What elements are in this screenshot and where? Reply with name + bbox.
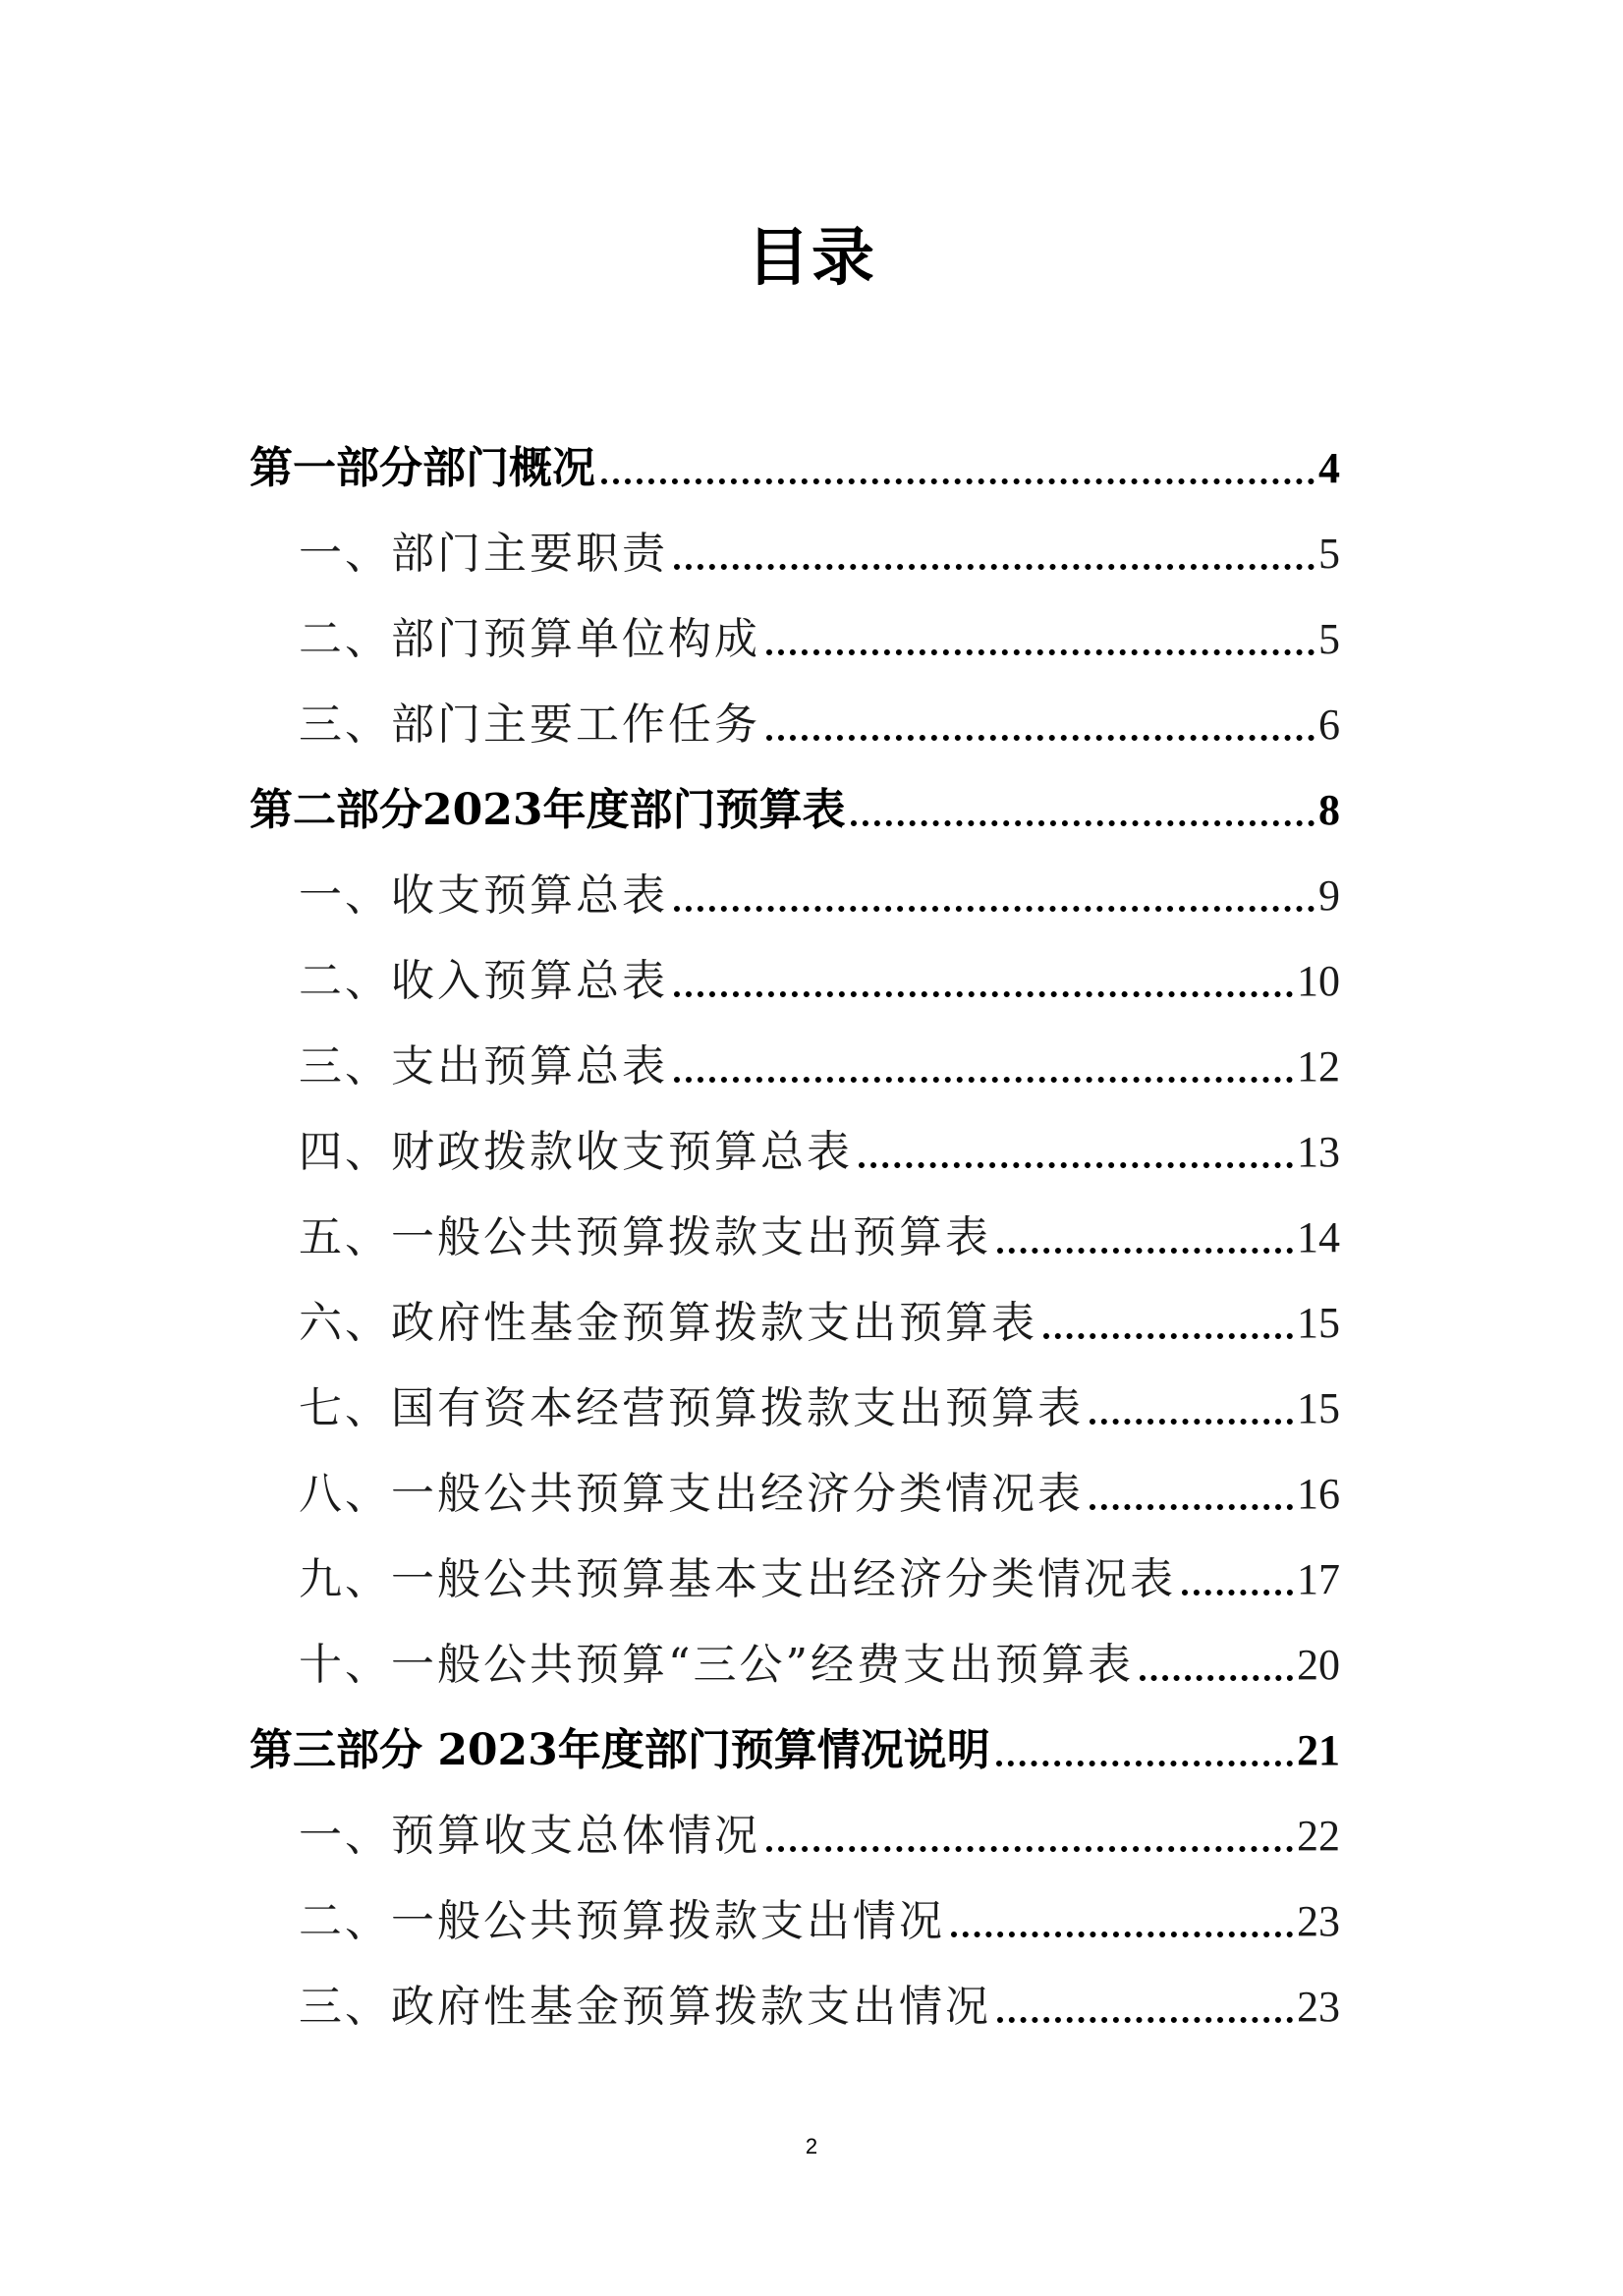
toc-entry-page: 23 — [1297, 1897, 1340, 1945]
toc-dot-leader — [674, 906, 1315, 912]
toc-dot-leader — [997, 1248, 1293, 1254]
toc-subsection-entry[interactable] — [250, 1180, 1340, 1265]
toc-entry-page: 8 — [1318, 786, 1340, 834]
toc-entry-page: 17 — [1297, 1555, 1340, 1603]
toc-entry-label: 九、一般公共预算基本支出经济分类情况表 — [299, 1554, 1176, 1604]
toc-dot-leader — [997, 2017, 1293, 2023]
toc-entry-page: 9 — [1318, 871, 1340, 920]
toc-entry-label: 七、国有资本经营预算拨款支出预算表 — [299, 1383, 1084, 1433]
toc-dot-leader — [766, 649, 1315, 655]
toc-section-entry[interactable] — [250, 411, 1340, 496]
toc-dot-leader — [1140, 1675, 1293, 1681]
toc-dot-leader — [996, 1761, 1293, 1766]
toc-subsection-entry[interactable] — [250, 1522, 1340, 1607]
toc-entry-page: 16 — [1297, 1470, 1340, 1518]
toc-subsection-entry[interactable] — [250, 496, 1340, 582]
toc-entry-page: 21 — [1297, 1726, 1340, 1774]
toc-subsection-entry[interactable] — [250, 1351, 1340, 1436]
toc-entry-label: 三、政府性基金预算拨款支出情况 — [299, 1982, 991, 2032]
toc-entry-label: 二、部门预算单位构成 — [299, 614, 760, 664]
toc-entry-page: 10 — [1297, 957, 1340, 1005]
toc-entry-page: 4 — [1318, 444, 1340, 492]
toc-dot-leader — [851, 820, 1315, 826]
toc-dot-leader — [766, 1846, 1293, 1852]
toc-entry-page: 13 — [1297, 1128, 1340, 1176]
toc-dot-leader — [859, 1162, 1293, 1168]
toc-entry-page: 6 — [1318, 700, 1340, 749]
toc-entry-label: 第三部分 2023年度部门预算情况说明 — [250, 1725, 990, 1775]
toc-entry-label: 第二部分2023年度部门预算表 — [250, 785, 846, 835]
toc-subsection-entry[interactable] — [250, 1094, 1340, 1180]
toc-dot-leader — [1182, 1590, 1293, 1596]
table-of-contents — [250, 411, 1340, 2035]
toc-entry-label: 三、支出预算总表 — [299, 1041, 668, 1092]
toc-entry-page: 14 — [1297, 1213, 1340, 1261]
toc-subsection-entry[interactable] — [250, 924, 1340, 1009]
toc-entry-page: 5 — [1318, 615, 1340, 663]
toc-dot-leader — [674, 991, 1293, 997]
toc-entry-page: 15 — [1297, 1299, 1340, 1347]
toc-dot-leader — [1043, 1333, 1293, 1339]
toc-subsection-entry[interactable] — [250, 667, 1340, 753]
page-number: 2 — [805, 2134, 818, 2158]
toc-subsection-entry[interactable] — [250, 838, 1340, 924]
toc-entry-label: 一、收支预算总表 — [299, 870, 668, 921]
toc-entry-page: 15 — [1297, 1384, 1340, 1432]
toc-subsection-entry[interactable] — [250, 1607, 1340, 1693]
toc-subsection-entry[interactable] — [250, 1778, 1340, 1864]
toc-entry-label: 八、一般公共预算支出经济分类情况表 — [299, 1469, 1084, 1519]
page-title: 目录 — [747, 221, 876, 295]
toc-entry-label: 第一部分部门概况 — [250, 443, 595, 493]
toc-dot-leader — [766, 735, 1315, 741]
toc-entry-label: 四、财政拨款收支预算总表 — [299, 1127, 853, 1177]
toc-dot-leader — [601, 478, 1315, 484]
toc-subsection-entry[interactable] — [250, 582, 1340, 667]
toc-entry-label: 一、预算收支总体情况 — [299, 1811, 760, 1861]
toc-entry-label: 二、一般公共预算拨款支出情况 — [299, 1896, 945, 1946]
toc-subsection-entry[interactable] — [250, 1265, 1340, 1351]
toc-entry-label: 三、部门主要工作任务 — [299, 700, 760, 750]
toc-entry-page: 22 — [1297, 1812, 1340, 1860]
toc-subsection-entry[interactable] — [250, 1864, 1340, 1949]
toc-subsection-entry[interactable] — [250, 1949, 1340, 2035]
toc-entry-label: 二、收入预算总表 — [299, 956, 668, 1006]
toc-entry-page: 20 — [1297, 1641, 1340, 1689]
toc-entry-label: 十、一般公共预算“三公”经费支出预算表 — [299, 1640, 1134, 1690]
toc-dot-leader — [674, 564, 1315, 570]
toc-entry-label: 五、一般公共预算拨款支出预算表 — [299, 1212, 991, 1262]
toc-section-entry[interactable] — [250, 1693, 1340, 1778]
toc-subsection-entry[interactable] — [250, 1436, 1340, 1522]
toc-dot-leader — [951, 1932, 1293, 1937]
toc-entry-page: 5 — [1318, 530, 1340, 578]
toc-entry-label: 六、政府性基金预算拨款支出预算表 — [299, 1298, 1037, 1348]
toc-dot-leader — [1090, 1419, 1293, 1425]
toc-section-entry[interactable] — [250, 753, 1340, 838]
toc-dot-leader — [1090, 1504, 1293, 1510]
toc-dot-leader — [674, 1077, 1293, 1083]
toc-entry-label: 一、部门主要职责 — [299, 529, 668, 579]
toc-subsection-entry[interactable] — [250, 1009, 1340, 1094]
toc-entry-page: 23 — [1297, 1983, 1340, 2031]
toc-entry-page: 12 — [1297, 1042, 1340, 1091]
